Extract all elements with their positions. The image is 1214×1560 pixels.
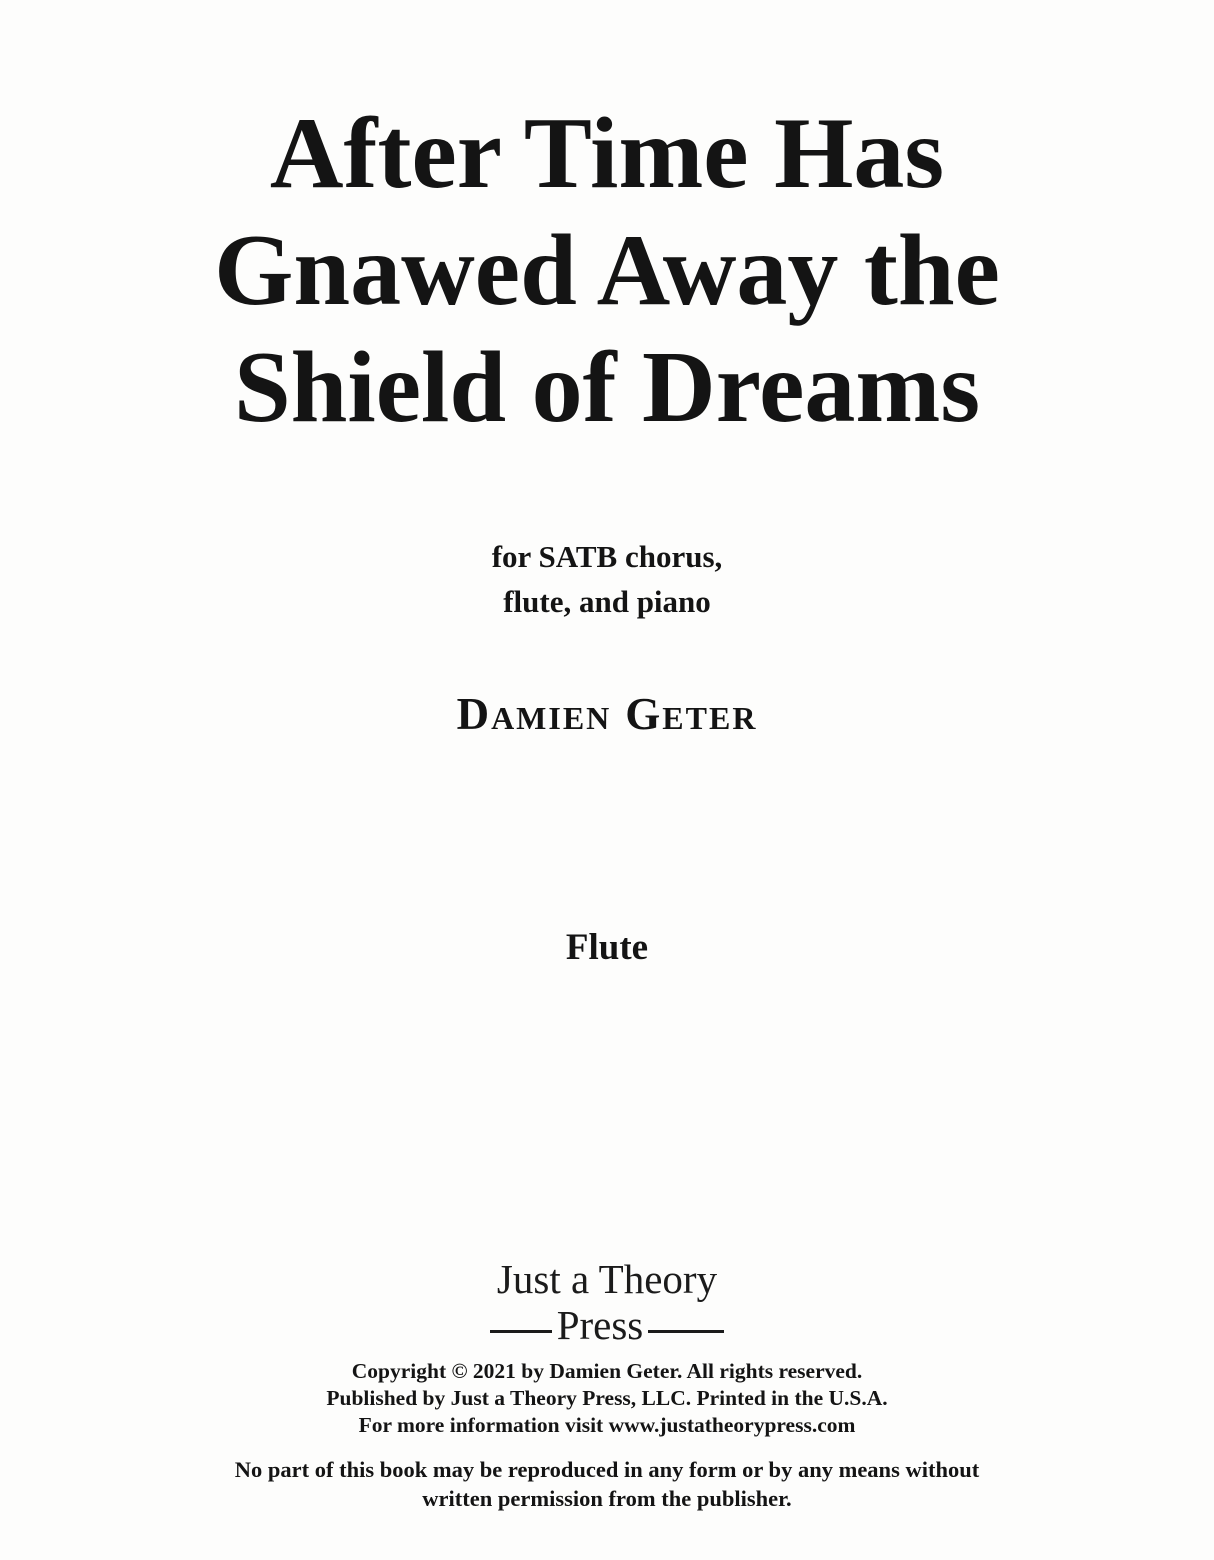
publisher-name-line-2: [0, 1303, 1214, 1347]
copyright-line-3: For more information visit www.justatheorypress.com: [358, 1413, 856, 1437]
logo-rule-right: [648, 1330, 724, 1333]
work-title-line-3: Shield of Dreams: [233, 331, 981, 444]
publisher-logo: [0, 1256, 1214, 1347]
work-title-line-2: Gnawed Away the: [214, 214, 1000, 327]
logo-rule-left: [490, 1330, 552, 1333]
work-title: [0, 95, 1214, 446]
composer-last-rest: ETER: [662, 700, 758, 736]
publisher-name-line-1: Just a Theory: [496, 1256, 718, 1302]
copyright-block: [0, 1358, 1214, 1439]
copyright-line-1: Copyright © 2021 by Damien Geter. All rights reserved.: [351, 1359, 863, 1383]
composer-name: [0, 688, 1214, 744]
copyright-line-2: Published by Just a Theory Press, LLC. Printed in the U.S.A.: [326, 1386, 888, 1410]
work-title-line-1: After Time Has: [269, 97, 945, 210]
part-label: Flute: [565, 927, 649, 968]
reproduction-notice: [0, 1456, 1214, 1513]
instrumentation-line-1: for SATB chorus,: [491, 539, 723, 574]
notice-line-2: written permission from the publisher.: [422, 1485, 792, 1511]
instrumentation-subtitle: [0, 534, 1214, 624]
instrumentation-line-2: flute, and piano: [503, 584, 711, 619]
notice-line-1: No part of this book may be reproduced in any form or by any means without: [234, 1457, 980, 1482]
composer-last-initial: G: [625, 689, 663, 739]
publisher-name-press: Press: [556, 1302, 644, 1348]
composer-first-initial: D: [456, 689, 492, 739]
composer-first-rest: AMIEN: [491, 700, 612, 736]
